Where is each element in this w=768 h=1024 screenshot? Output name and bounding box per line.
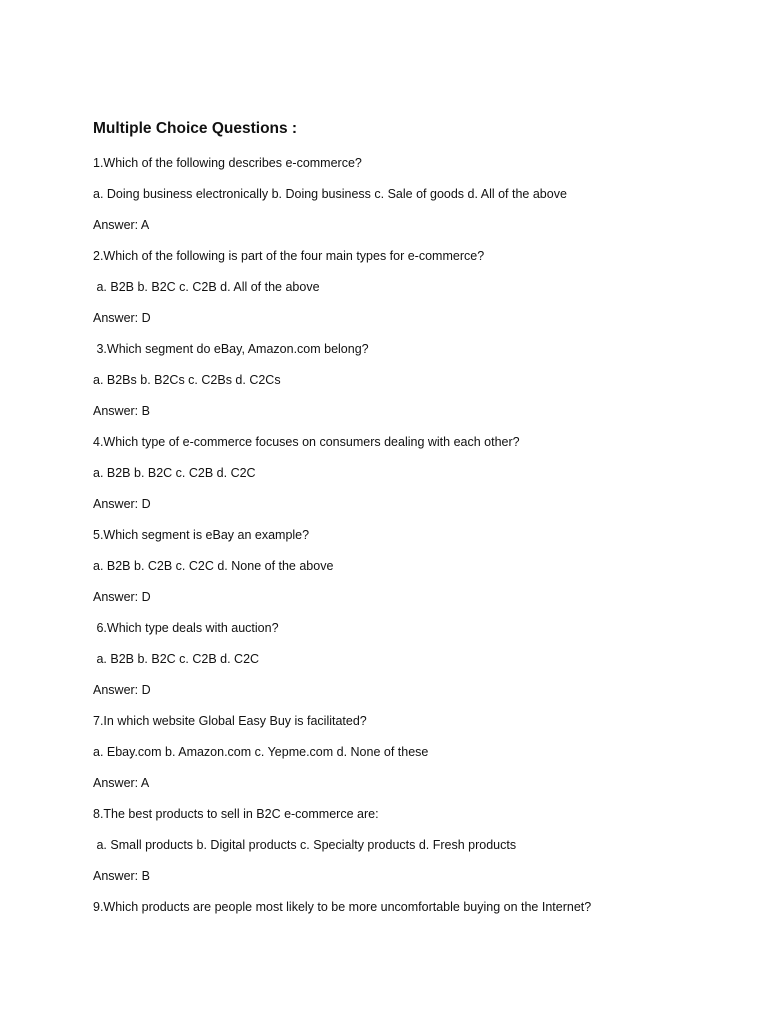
option-line: a. B2B b. B2C c. C2B d. C2C <box>93 466 256 480</box>
question-line: 7.In which website Global Easy Buy is facilitated? <box>93 714 367 728</box>
page-title: Multiple Choice Questions : <box>93 120 298 137</box>
option-line: a. B2Bs b. B2Cs c. C2Bs d. C2Cs <box>93 373 281 387</box>
question-line: 5.Which segment is eBay an example? <box>93 528 310 542</box>
answer-line: Answer: D <box>93 683 151 697</box>
question-line: 6.Which type deals with auction? <box>93 621 279 635</box>
answer-line: Answer: D <box>93 311 151 325</box>
answer-line: Answer: B <box>93 404 150 418</box>
question-line: 1.Which of the following describes e-commerce? <box>93 156 362 170</box>
answer-line: Answer: A <box>93 776 150 790</box>
question-line: 2.Which of the following is part of the four main types for e-commerce? <box>93 249 485 263</box>
option-line: a. Ebay.com b. Amazon.com c. Yepme.com d. None of these <box>93 745 429 759</box>
question-line: 4.Which type of e-commerce focuses on consumers dealing with each other? <box>93 435 520 449</box>
question-line: 9.Which products are people most likely to be more uncomfortable buying on the Internet? <box>93 900 592 914</box>
option-line: a. Small products b. Digital products c. Specialty products d. Fresh products <box>93 838 517 852</box>
question-line: 8.The best products to sell in B2C e-commerce are: <box>93 807 379 821</box>
option-line: a. B2B b. B2C c. C2B d. C2C <box>93 652 260 666</box>
answer-line: Answer: A <box>93 218 150 232</box>
option-line: a. B2B b. C2B c. C2C d. None of the above <box>93 559 334 573</box>
option-line: a. B2B b. B2C c. C2B d. All of the above <box>93 280 320 294</box>
answer-line: Answer: D <box>93 590 151 604</box>
answer-line: Answer: D <box>93 497 151 511</box>
question-list <box>93 154 591 929</box>
question-line: 3.Which segment do eBay, Amazon.com belong? <box>93 342 369 356</box>
answer-line: Answer: B <box>93 869 150 883</box>
option-line: a. Doing business electronically b. Doing business c. Sale of goods d. All of the above <box>93 187 567 201</box>
